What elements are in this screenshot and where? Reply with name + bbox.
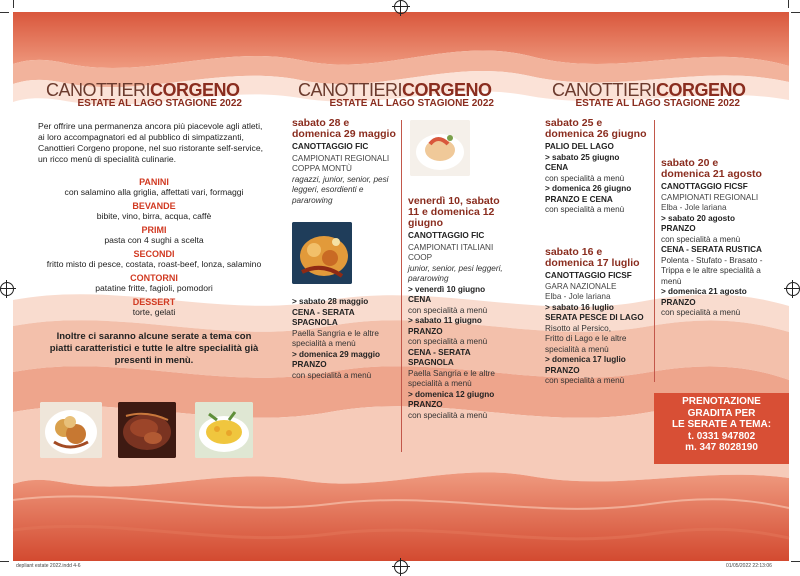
middle-header <box>298 80 494 109</box>
left-panel <box>38 80 270 367</box>
crop-mark <box>791 561 800 562</box>
menu-item: SECONDI fritto misto di pesce, costata, roast-beef, lonza, salamino <box>46 249 262 269</box>
seafood-dish-photo <box>40 402 102 458</box>
registration-mark-bottom <box>394 560 408 574</box>
crop-mark <box>791 12 800 13</box>
brand-title: CANOTTIERICORGENO <box>298 80 492 100</box>
season-subtitle: ESTATE AL LAGO STAGIONE 2022 <box>575 98 740 109</box>
event-date: sabato 25 e domenica 26 giugno <box>545 117 647 140</box>
event-date: sabato 16 e domenica 17 luglio <box>545 246 640 269</box>
brand-header <box>38 80 242 109</box>
registration-mark-left <box>0 282 14 296</box>
event-date: sabato 20 e domenica 21 agosto <box>661 157 762 180</box>
menu-item: BEVANDE bibite, vino, birra, acqua, caffè <box>96 201 212 221</box>
season-subtitle: ESTATE AL LAGO STAGIONE 2022 <box>329 98 494 109</box>
phone-number[interactable]: t. 0331 947802 <box>687 430 756 442</box>
crop-mark <box>13 0 14 8</box>
brand-title: CANOTTIERICORGENO <box>552 80 746 100</box>
registration-mark-top <box>394 0 408 14</box>
menu-item: PRIMI pasta con 4 sughi a scelta <box>104 225 204 245</box>
event-block-august: sabato 20 e domenica 21 agosto CANOTTAGGIO FICSF CAMPIONATI REGIONALI Elba - Jole lariana > sabato 20 agosto PRANZO con specialità a menù CENA - SERATA RUSTICA Polenta - Stufato - Brasato - Trippa e le altre specialità a menù > domenica 21 agosto PRANZO con specialità a menù <box>661 158 765 319</box>
column-divider <box>401 120 402 452</box>
column-divider <box>654 120 655 382</box>
event-block-june-palio: sabato 25 e domenica 26 giugno PALIO DEL LAGO > sabato 25 giugno CENA con specialità a menù > domenica 26 giugno PRANZO E CENA con specialità a menù <box>545 117 647 214</box>
intro-paragraph: Per offrire una permanenza ancora più piacevole agli atleti, ai loro accompagnatori ed al pubblico di simpatizzanti, Canottieri Corgeno propone, nel suo ristorante self-service, un ricco menù di specialità culinarie. <box>38 121 263 164</box>
footer-filename: depliant estate 2022.indd 4-6 <box>16 563 81 569</box>
season-subtitle: ESTATE AL LAGO STAGIONE 2022 <box>77 98 242 109</box>
grilled-meat-photo <box>118 402 176 458</box>
event-block-june: venerdì 10, sabato 11 e domenica 12 giugno CANOTTAGGIO FIC CAMPIONATI ITALIANI COOP junior, senior, pesi leggeri, pararowing > venerdì 10 giugno CENA con specialità a menù > sabato 11 giugno PRANZO con specialità a menù CENA - SERATA SPAGNOLA Paella Sangria e le altre specialità a menù > domenica 12 giugno PRANZO con specialità a menù <box>408 196 512 421</box>
right-header <box>552 80 746 109</box>
event-block-may-details: > sabato 28 maggio CENA - SERATA SPAGNOLA Paella Sangria e le altre specialità a menù > domenica 29 maggio PRANZO con specialità a menù <box>292 297 381 380</box>
menu-item: PANINI con salamino alla griglia, affettati vari, formaggi <box>64 177 244 197</box>
footer-timestamp: 01/05/2022 22:13:06 <box>726 563 772 569</box>
theme-nights-note: Inoltre ci saranno alcune serate a tema con piatti caratteristici e tutte le altre specialità già presenti in menù. <box>49 331 259 366</box>
crop-mark <box>0 561 9 562</box>
mobile-number[interactable]: m. 347 8028190 <box>685 442 758 453</box>
booking-box: PRENOTAZIONE GRADITA PER LE SERATE A TEMA: t. 0331 947802 m. 347 8028190 <box>654 393 789 464</box>
event-date: sabato 28 e domenica 29 maggio <box>292 117 396 140</box>
shrimp-dish-photo <box>410 120 470 176</box>
risotto-photo <box>195 402 253 458</box>
event-date: venerdì 10, sabato 11 e domenica 12 giugno <box>408 195 500 229</box>
crop-mark <box>0 12 9 13</box>
menu-item: DESSERT torte, gelati <box>132 297 176 317</box>
brand-title: CANOTTIERICORGENO <box>46 80 240 100</box>
event-block-july: sabato 16 e domenica 17 luglio CANOTTAGGIO FICSF GARA NAZIONALE Elba - Jole lariana > sabato 16 luglio SERATA PESCE DI LAGO Risotto al Persico, Fritto di Lago e le altre specialità a menù > domenica 17 luglio PRANZO con specialità a menù <box>545 247 647 387</box>
event-block-may: sabato 28 e domenica 29 maggio CANOTTAGGIO FIC CAMPIONATI REGIONALI COPPA MONTÙ ragazzi, junior, senior, pesi leggeri, esordienti e pararowing <box>292 117 396 205</box>
menu-list <box>38 177 270 317</box>
registration-mark-right <box>786 282 800 296</box>
menu-item: CONTORNI patatine fritte, fagioli, pomodori <box>95 273 213 293</box>
fritto-misto-photo <box>292 222 352 284</box>
crop-mark <box>788 0 789 8</box>
